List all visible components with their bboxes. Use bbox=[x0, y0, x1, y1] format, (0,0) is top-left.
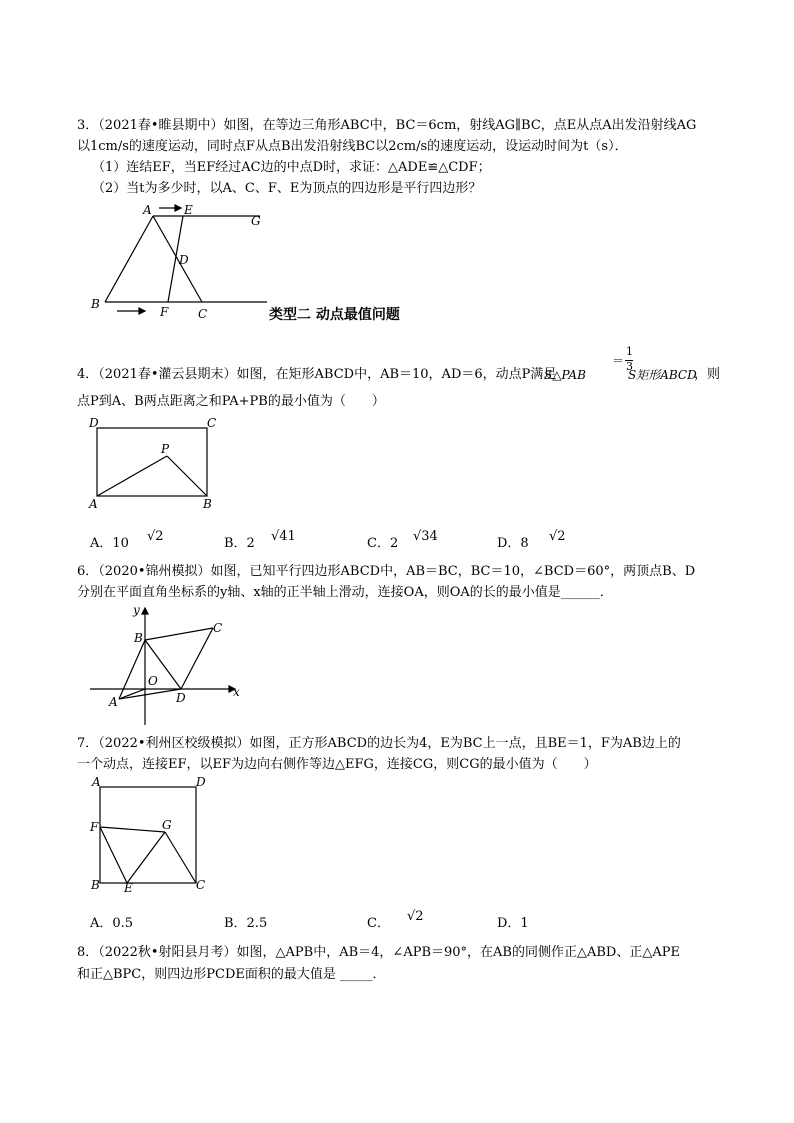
q7-figure bbox=[85, 775, 215, 895]
q4-option-b-radical: √41 bbox=[271, 529, 296, 544]
q6-label-x: x bbox=[233, 685, 240, 699]
q7-label-b: B bbox=[91, 878, 100, 892]
q4-option-c-radical: √34 bbox=[413, 529, 438, 544]
q3-label-d: D bbox=[179, 253, 189, 267]
q4-option-a[interactable]: A．10 bbox=[90, 536, 129, 551]
q7-option-a[interactable]: A．0.5 bbox=[90, 916, 134, 931]
q4-label-a: A bbox=[89, 497, 98, 511]
q4-s-pab: S△PAB bbox=[544, 368, 586, 382]
q8-line-1: 8．（2022秋•射阳县月考）如图，△APB中，AB＝4，∠APB＝90°，在AB的同侧作正△ABD、正△APE bbox=[77, 945, 680, 960]
q7-option-b[interactable]: B．2.5 bbox=[224, 916, 268, 931]
q7-line-1: 7．（2022•利州区校级模拟）如图，正方形ABCD的边长为4，E为BC上一点，且BE＝1，F为AB边上的 bbox=[77, 736, 681, 751]
q6-label-o: O bbox=[148, 674, 158, 688]
q4-option-d[interactable]: D．8 bbox=[497, 536, 529, 551]
q4-frac-num: 1 bbox=[626, 345, 633, 358]
q7-label-c: C bbox=[196, 878, 206, 892]
q4-label-p: P bbox=[161, 442, 170, 456]
q3-label-b: B bbox=[91, 297, 100, 311]
q4-line-1a: 4．（2021春•灌云县期末）如图，在矩形ABCD中，AB＝10，AD＝6，动点P满足 bbox=[77, 367, 557, 382]
q4-figure bbox=[85, 413, 220, 513]
q4-line-2: 点P到A、B两点距离之和PA+PB的最小值为（ ） bbox=[77, 394, 385, 409]
q4-option-d-radical: √2 bbox=[549, 529, 566, 544]
q4-option-a-radical: √2 bbox=[147, 529, 164, 544]
q3-figure bbox=[85, 200, 275, 320]
q3-line-1: 3．（2021春•睢县期中）如图，在等边三角形ABC中，BC＝6cm，射线AG∥BC，点E从点A出发沿射线AG bbox=[77, 118, 697, 133]
q3-label-c: C bbox=[198, 307, 208, 321]
q4-label-c: C bbox=[207, 416, 217, 430]
q6-line-2: 分别在平面直角坐标系的y轴、x轴的正半轴上滑动，连接OA，则OA的长的最小值是______． bbox=[77, 585, 613, 600]
q3-line-4: （2）当t为多少时，以A、C、F、E为顶点的四边形是平行四边形？ bbox=[92, 181, 482, 196]
q6-label-y: y bbox=[133, 603, 140, 617]
q4-line-1b: ，则 bbox=[694, 367, 721, 382]
q3-line-3: （1）连结EF，当EF经过AC边的中点D时，求证：△ADE≌△CDF； bbox=[92, 160, 491, 175]
q7-label-a: A bbox=[92, 775, 101, 789]
q6-figure bbox=[85, 600, 245, 730]
q6-label-c: C bbox=[213, 621, 223, 635]
q6-label-d: D bbox=[176, 691, 186, 705]
q4-option-c[interactable]: C．2 bbox=[367, 536, 399, 551]
q7-label-g: G bbox=[162, 818, 172, 832]
q4-frac-eq: ＝ bbox=[612, 354, 625, 368]
q3-line-2: 以1cm/s的速度运动，同时点F从点B出发沿射线BC以2cm/s的速度运动，设运动时间为t（s）． bbox=[77, 139, 628, 154]
q4-frac-den: 3 bbox=[626, 360, 633, 373]
q3-label-a: A bbox=[143, 203, 152, 217]
q4-label-b: B bbox=[203, 497, 212, 511]
section-heading: 类型二 动点最值问题 bbox=[269, 307, 400, 323]
q3-label-g: G bbox=[251, 214, 261, 228]
q6-label-b: B bbox=[134, 631, 143, 645]
q4-label-d: D bbox=[89, 416, 99, 430]
q8-line-2: 和正△BPC，则四边形PCDE面积的最大值是 _____． bbox=[77, 967, 386, 982]
q4-s-rect: S矩形ABCD bbox=[628, 368, 697, 382]
q3-label-e: E bbox=[184, 203, 193, 217]
q6-line-1: 6．（2020•锦州模拟）如图，已知平行四边形ABCD中，AB＝BC，BC＝10，∠BCD＝60°，两顶点B、D bbox=[77, 564, 696, 579]
q7-label-f: F bbox=[90, 820, 99, 834]
q7-option-c[interactable]: C． bbox=[367, 916, 390, 931]
q4-option-b[interactable]: B．2 bbox=[224, 536, 255, 551]
q6-label-a: A bbox=[109, 695, 118, 709]
q7-option-d[interactable]: D．1 bbox=[497, 916, 529, 931]
q7-label-d: D bbox=[196, 775, 206, 789]
q3-label-f: F bbox=[160, 305, 169, 319]
q7-line-2: 一个动点，连接EF，以EF为边向右侧作等边△EFG，连接CG，则CG的最小值为（ ） bbox=[77, 757, 597, 772]
q7-label-e: E bbox=[124, 881, 133, 895]
q7-option-c-radical: √2 bbox=[407, 909, 424, 924]
